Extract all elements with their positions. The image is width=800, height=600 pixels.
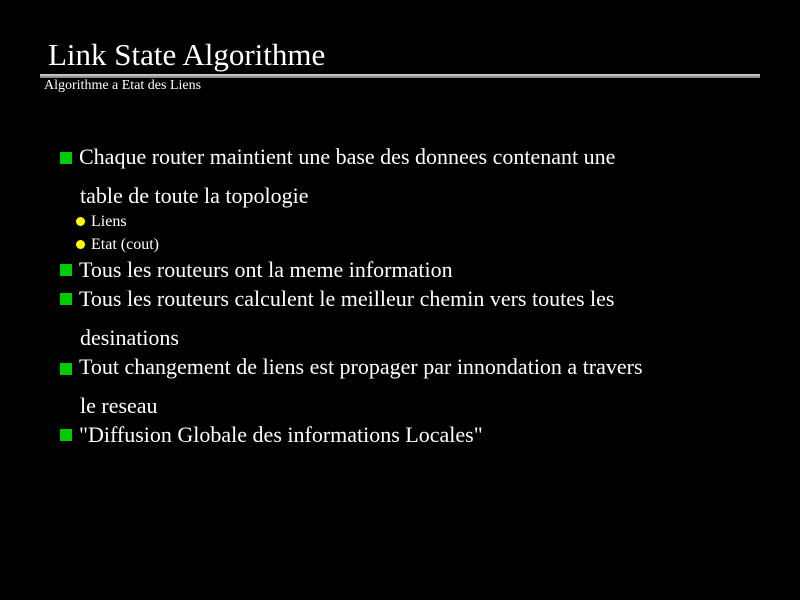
green-square-bullet-icon (60, 363, 72, 375)
bullet-text-line: Tout changement de liens est propager par innondation a travers (79, 354, 643, 379)
yellow-dot-bullet-icon (76, 217, 85, 226)
slide-title: Link State Algorithme (48, 37, 326, 72)
green-square-bullet-icon (60, 293, 72, 305)
bullet-text-line: "Diffusion Globale des informations Locales" (79, 422, 483, 447)
bullet-text-line: table de toute la topologie (80, 183, 309, 208)
sub-bullet-text: Liens (91, 213, 127, 230)
green-square-bullet-icon (60, 429, 72, 441)
green-square-bullet-icon (60, 152, 72, 164)
slide-subtitle: Algorithme a Etat des Liens (44, 78, 202, 93)
sub-bullet-text: Etat (cout) (91, 236, 159, 253)
yellow-dot-bullet-icon (76, 240, 85, 249)
bullet-text-line: desinations (80, 325, 179, 350)
bullet-text-line: Tous les routeurs calculent le meilleur chemin vers toutes les (79, 286, 615, 311)
bullet-text-line: Chaque router maintient une base des donnees contenant une (79, 144, 616, 169)
bullet-text-line: Tous les routeurs ont la meme information (79, 257, 453, 282)
bullet-text-line: le reseau (80, 393, 158, 418)
green-square-bullet-icon (60, 264, 72, 276)
